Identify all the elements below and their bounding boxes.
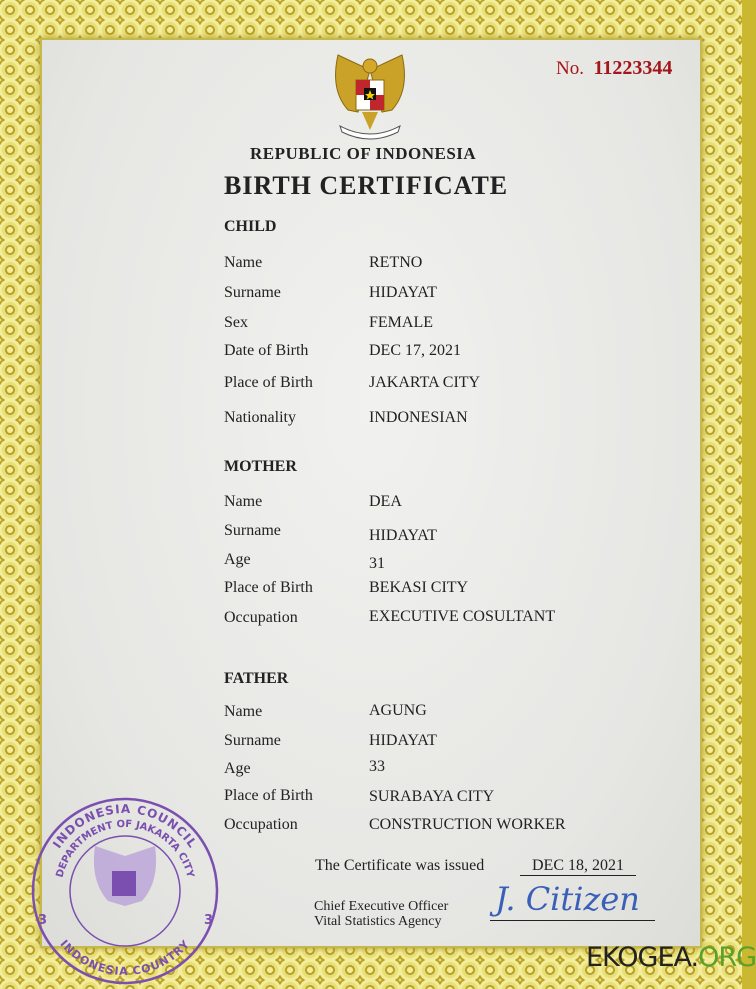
- issued-date: DEC 18, 2021: [520, 857, 636, 876]
- father-name-value: AGUNG: [369, 702, 427, 719]
- child-surname-value: HIDAYAT: [369, 284, 437, 301]
- signature-line: [490, 920, 655, 921]
- father-pob-label: Place of Birth: [224, 787, 313, 804]
- stamp-number-right: 3: [204, 913, 214, 928]
- stamp-number-left: 3: [38, 913, 48, 928]
- document-title: BIRTH CERTIFICATE: [224, 171, 509, 200]
- child-pob-label: Place of Birth: [224, 374, 313, 391]
- child-nationality-value: INDONESIAN: [369, 409, 468, 426]
- certificate-number: No. 11223344: [556, 57, 673, 79]
- father-name-label: Name: [224, 703, 263, 720]
- mother-surname-value: HIDAYAT: [369, 527, 437, 544]
- mother-age-label: Age: [224, 551, 251, 568]
- signer-block: [314, 899, 448, 929]
- signer-agency: Vital Statistics Agency: [314, 914, 442, 929]
- official-stamp: [30, 796, 220, 986]
- father-occupation-label: Occupation: [224, 816, 298, 833]
- issued-label: The Certificate was issued: [315, 857, 485, 874]
- mother-pob-label: Place of Birth: [224, 579, 313, 596]
- child-sex-value: FEMALE: [369, 314, 433, 331]
- child-surname-label: Surname: [224, 284, 281, 301]
- mother-occupation-label: Occupation: [224, 609, 298, 626]
- child-pob-value: JAKARTA CITY: [369, 374, 481, 391]
- watermark: EKOGEA.ORG: [586, 942, 756, 973]
- stamp-top-text: INDONESIA COUNCIL: [50, 801, 200, 851]
- father-age-label: Age: [224, 760, 251, 777]
- mother-section-heading: MOTHER: [224, 458, 297, 475]
- garuda-emblem-icon: [328, 50, 412, 144]
- child-dob-value: DEC 17, 2021: [369, 342, 461, 359]
- mother-name-value: DEA: [369, 493, 402, 510]
- child-nationality-label: Nationality: [224, 409, 296, 426]
- mother-surname-label: Surname: [224, 522, 281, 539]
- child-name-label: Name: [224, 254, 263, 271]
- child-name-value: RETNO: [369, 254, 423, 271]
- father-age-value: 33: [369, 758, 385, 775]
- father-occupation-value: CONSTRUCTION WORKER: [369, 816, 566, 833]
- father-pob-value: SURABAYA CITY: [369, 788, 495, 805]
- child-dob-label: Date of Birth: [224, 342, 309, 359]
- mother-pob-value: BEKASI CITY: [369, 579, 469, 596]
- svg-text:INDONESIA COUNTRY: [58, 937, 193, 978]
- country-heading: REPUBLIC OF INDONESIA: [250, 144, 477, 163]
- stamp-bottom-text: INDONESIA COUNTRY: [57, 937, 193, 979]
- mother-age-value: 31: [369, 555, 385, 572]
- child-sex-label: Sex: [224, 314, 248, 331]
- child-section-heading: CHILD: [224, 218, 277, 235]
- father-surname-label: Surname: [224, 732, 281, 749]
- signer-title: Chief Executive Officer: [314, 899, 449, 914]
- mother-occupation-value: EXECUTIVE COSULTANT: [369, 608, 556, 625]
- mother-name-label: Name: [224, 493, 263, 510]
- father-surname-value: HIDAYAT: [369, 732, 437, 749]
- father-section-heading: FATHER: [224, 670, 289, 687]
- signature: J. Citizen: [495, 880, 640, 918]
- stamp-inner-text: DEPARTMENT OF JAKARTA CITY: [54, 818, 196, 879]
